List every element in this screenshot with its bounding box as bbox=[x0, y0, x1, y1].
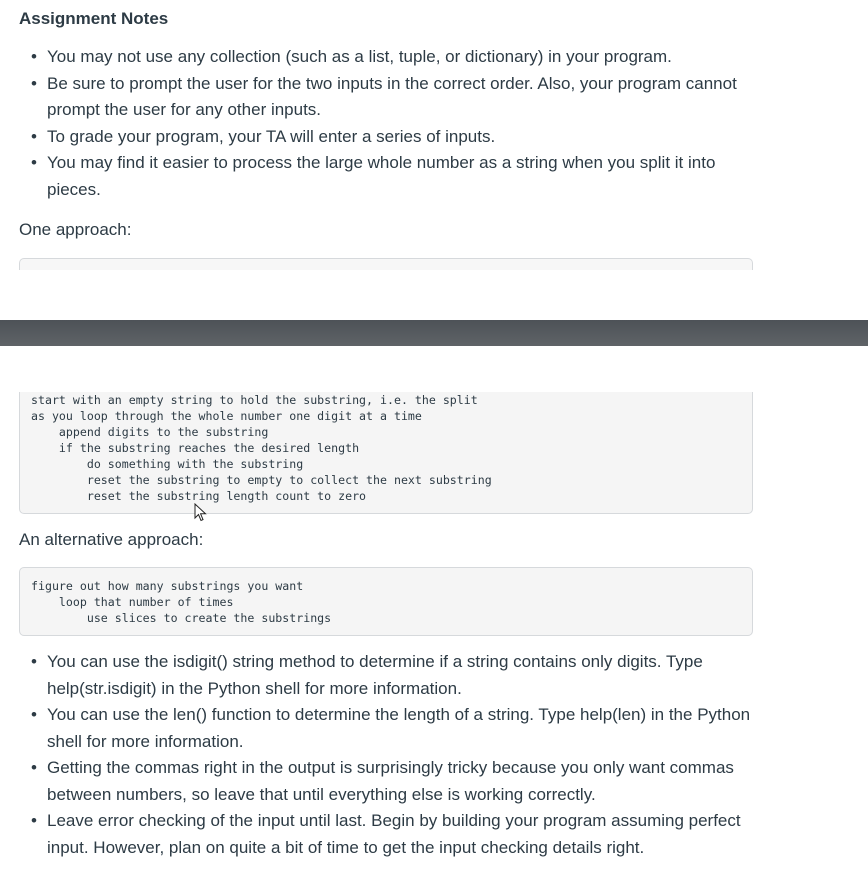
list-item: • You may not use any collection (such as a list, tuple, or dictionary) in your program. bbox=[47, 44, 747, 71]
screen-gap bbox=[0, 270, 868, 320]
list-item: • To grade your program, your TA will enter a series of inputs. bbox=[47, 124, 747, 151]
code-line: do something with the substring bbox=[31, 457, 304, 471]
code-block-one-approach bbox=[19, 392, 753, 514]
mouse-cursor-icon bbox=[194, 503, 208, 523]
list-item: • Be sure to prompt the user for the two inputs in the correct order. Also, your program cannot prompt the user for any other inputs. bbox=[47, 71, 747, 124]
code-line: loop that number of times bbox=[31, 595, 234, 609]
screen-divider-bar bbox=[0, 320, 868, 346]
code-block-alternative-approach bbox=[19, 567, 753, 636]
code-line: append digits to the substring bbox=[31, 425, 269, 439]
code-line: reset the substring length count to zero bbox=[31, 489, 367, 503]
code-line: reset the substring to empty to collect the next substring bbox=[31, 473, 492, 487]
list-item: • You can use the len() function to determine the length of a string. Type help(len) in the Python shell for more information. bbox=[47, 702, 767, 755]
one-approach-label: One approach: bbox=[19, 220, 132, 239]
tips-list bbox=[0, 649, 767, 861]
list-item: • You may find it easier to process the large whole number as a string when you split it into pieces. bbox=[47, 150, 747, 203]
code-line: use slices to create the substrings bbox=[31, 611, 332, 625]
alternative-approach-label: An alternative approach: bbox=[19, 530, 204, 549]
list-item: • Getting the commas right in the output is surprisingly tricky because you only want commas between numbers, so leave that until everything else is working correctly. bbox=[47, 755, 767, 808]
code-line: if the substring reaches the desired length bbox=[31, 441, 360, 455]
section-heading: Assignment Notes bbox=[19, 9, 169, 28]
code-line: as you loop through the whole number one digit at a time bbox=[31, 409, 422, 423]
assignment-notes-list bbox=[0, 44, 747, 203]
list-item: • You can use the isdigit() string method to determine if a string contains only digits. Type help(str.isdigit) in the Python shell for more information. bbox=[47, 649, 767, 702]
code-line: figure out how many substrings you want bbox=[31, 579, 304, 593]
screen-gap-strip bbox=[0, 346, 868, 388]
list-item: • Leave error checking of the input until last. Begin by building your program assuming perfect input. However, plan on quite a bit of time to get the input checking details right. bbox=[47, 808, 767, 861]
code-line: start with an empty string to hold the substring, i.e. the split bbox=[31, 393, 478, 407]
